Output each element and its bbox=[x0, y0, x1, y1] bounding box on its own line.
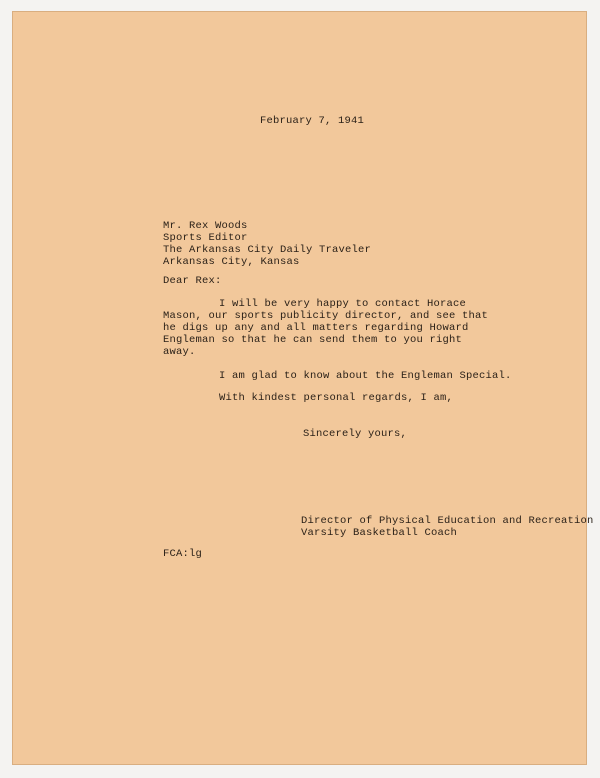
paragraph3: With kindest personal regards, I am, bbox=[219, 392, 454, 404]
closing: Sincerely yours, bbox=[303, 428, 408, 440]
salutation: Dear Rex: bbox=[163, 275, 222, 287]
letter-date: February 7, 1941 bbox=[260, 115, 365, 127]
letter-page bbox=[12, 11, 594, 765]
paragraph2: I am glad to know about the Engleman Special. bbox=[219, 370, 512, 382]
paragraph1-line: I will be very happy to contact Horace bbox=[219, 298, 467, 310]
paragraph1-line: Mason, our sports publicity director, and see that bbox=[163, 310, 489, 322]
signature-subtitle: Varsity Basketball Coach bbox=[301, 527, 458, 539]
address-line-title: Sports Editor bbox=[163, 232, 248, 244]
signature-title: Director of Physical Education and Recreation bbox=[301, 515, 594, 527]
address-line-city: Arkansas City, Kansas bbox=[163, 256, 300, 268]
address-line-organization: The Arkansas City Daily Traveler bbox=[163, 244, 372, 256]
paragraph1-line: Engleman so that he can send them to you right bbox=[163, 334, 463, 346]
paragraph1-line: he digs up any and all matters regarding Howard bbox=[163, 322, 469, 334]
address-line-name: Mr. Rex Woods bbox=[163, 220, 248, 232]
paragraph1-line: away. bbox=[163, 346, 196, 358]
reference-initials: FCA:lg bbox=[163, 548, 203, 560]
